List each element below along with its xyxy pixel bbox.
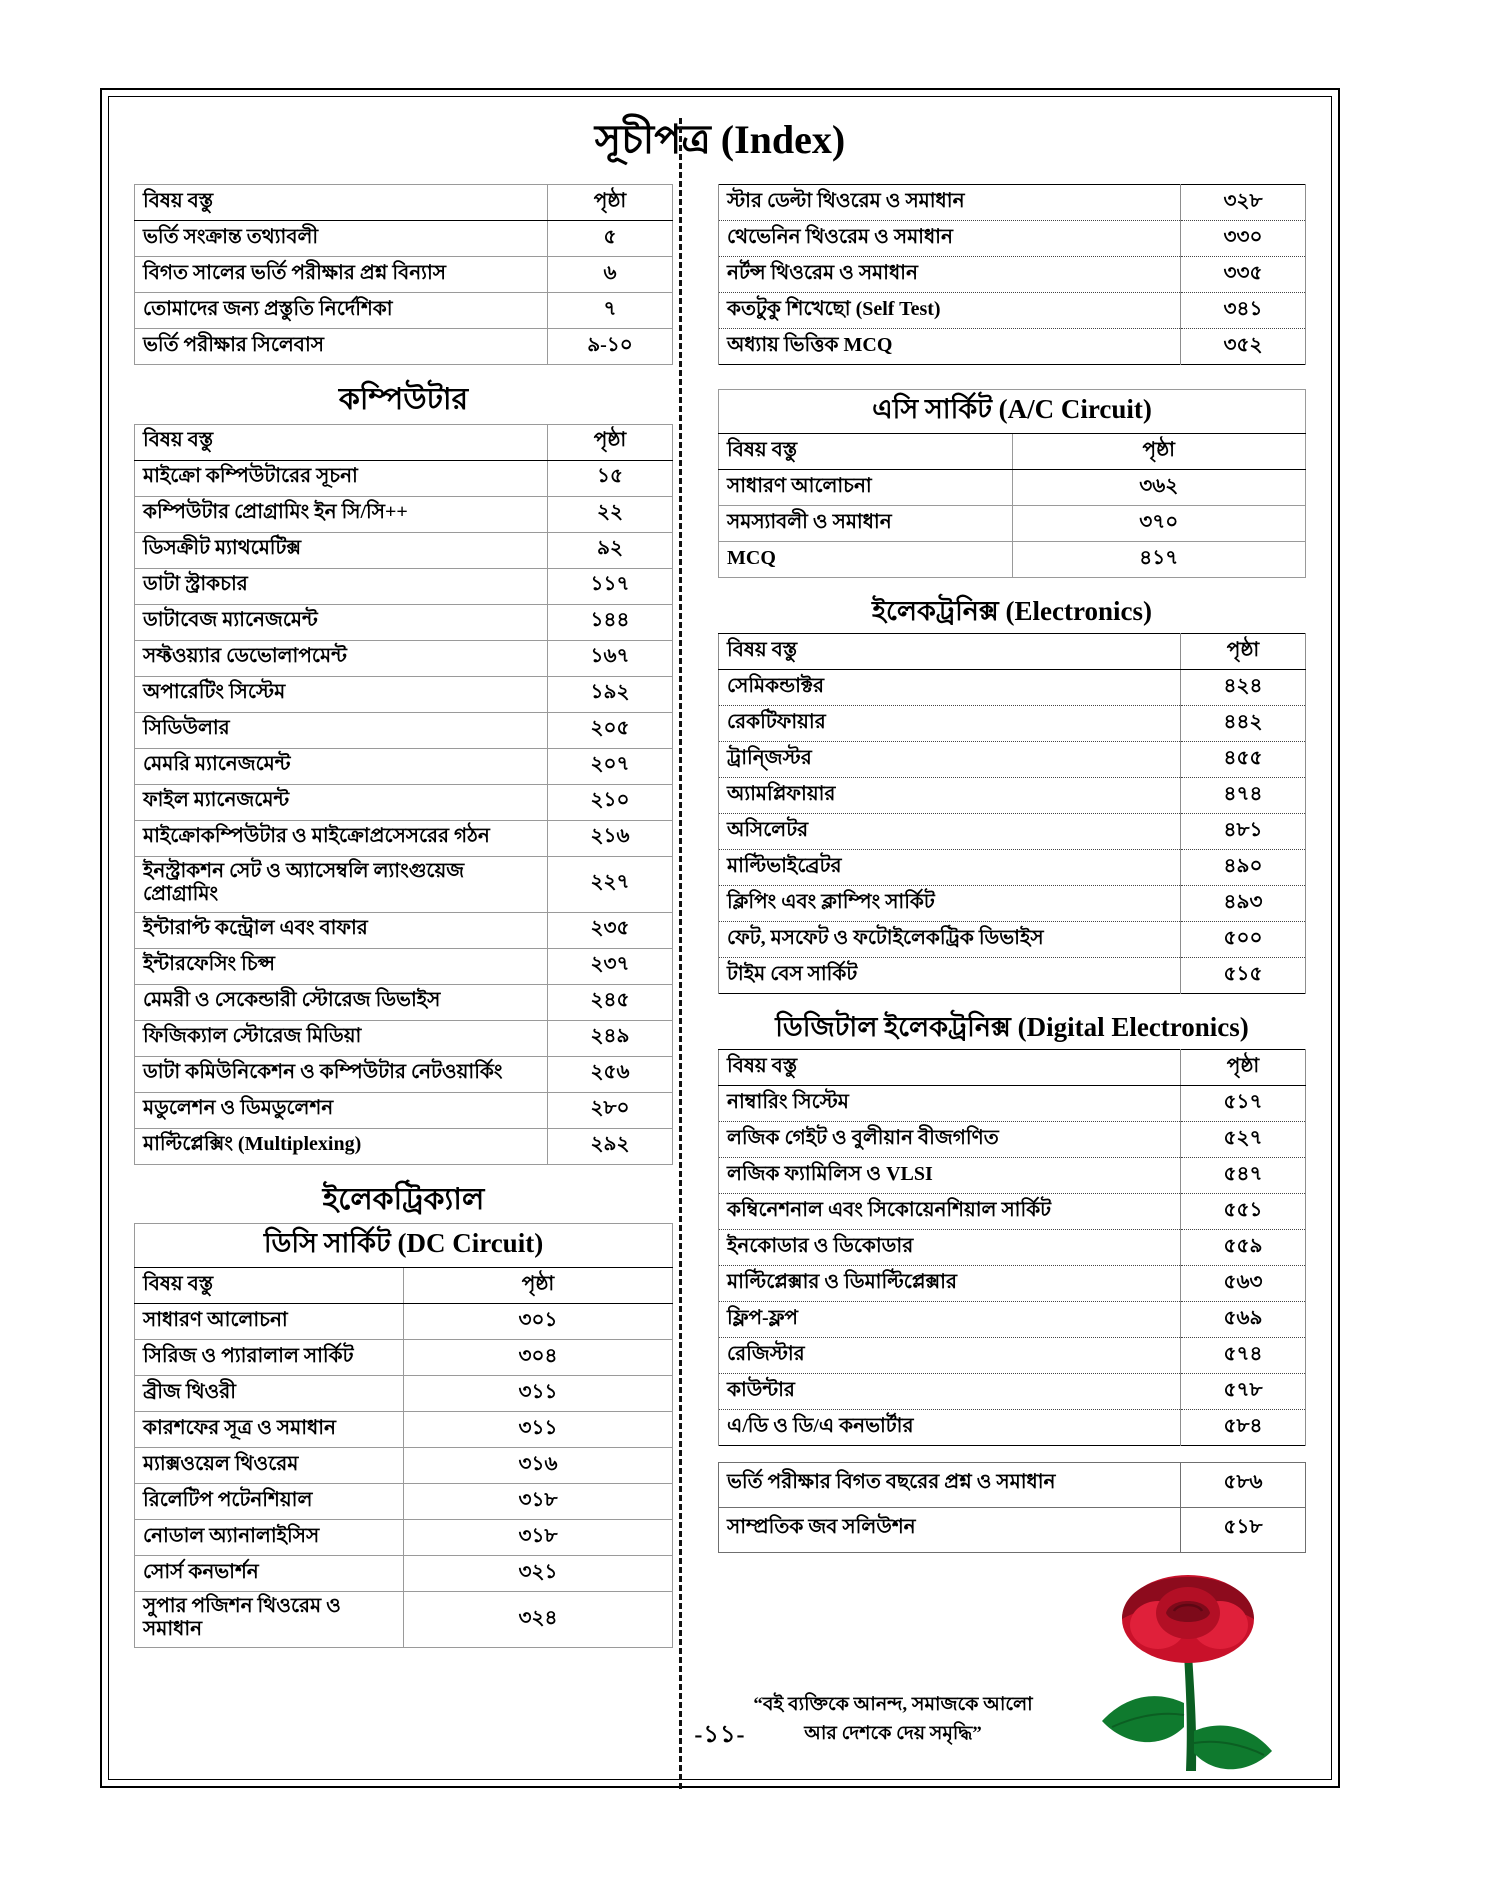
table-row (135, 1340, 673, 1376)
row-topic: কম্পিউটার প্রোগ্রামিং ইন সি/সি++ (135, 496, 548, 532)
row-topic: ফাইল ম্যানেজমেন্ট (135, 784, 548, 820)
row-page: ৫৭৪ (1181, 1338, 1306, 1374)
column-header-topic: বিষয় বস্তু (135, 185, 548, 221)
row-page: ৩০৪ (404, 1340, 673, 1376)
row-page: ৩১১ (404, 1376, 673, 1412)
row-page: ৩২৮ (1181, 185, 1306, 221)
row-page: ৩৪১ (1181, 293, 1306, 329)
table-row (719, 1463, 1306, 1508)
row-topic: অপারেটিং সিস্টেম (135, 676, 548, 712)
table-row (135, 820, 673, 856)
computer-table (134, 424, 673, 1165)
row-topic: মডুলেশন ও ডিমডুলেশন (135, 1092, 548, 1128)
row-page: ৫০০ (1181, 922, 1306, 958)
table-row (719, 257, 1306, 293)
ac-circuit-table (718, 389, 1306, 578)
table-row (135, 460, 673, 496)
table-row (719, 742, 1306, 778)
table-row (719, 1122, 1306, 1158)
row-page: ৫৬৩ (1181, 1266, 1306, 1302)
row-topic: নর্টন্স থিওরেম ও সমাধান (719, 257, 1181, 293)
table-row (135, 856, 673, 912)
table-row (719, 886, 1306, 922)
row-page: ৪৯৩ (1181, 886, 1306, 922)
row-topic: সুপার পজিশন থিওরেম ও সমাধান (135, 1592, 404, 1648)
row-topic: তোমাদের জন্য প্রস্তুতি নির্দেশিকা (135, 293, 548, 329)
row-topic: সেমিকন্ডাক্টর (719, 670, 1181, 706)
dc-continued-table-body (719, 185, 1306, 365)
row-page: ৪৪২ (1181, 706, 1306, 742)
page-number: -১১- (694, 1722, 746, 1748)
table-banner-row (135, 1224, 673, 1268)
table-row (135, 1484, 673, 1520)
row-page: ৩১৬ (404, 1448, 673, 1484)
row-topic: কাউন্টার (719, 1374, 1181, 1410)
table-row (135, 293, 673, 329)
row-topic: ফিজিক্যাল স্টোরেজ মিডিয়া (135, 1020, 548, 1056)
row-topic: ফেট, মসফেট ও ফটোইলেকট্রিক ডিভাইস (719, 922, 1181, 958)
row-topic: ডাটা কমিউনিকেশন ও কম্পিউটার নেটওয়ার্কিং (135, 1056, 548, 1092)
final-table-body (719, 1463, 1306, 1553)
row-page: ৫৫১ (1181, 1194, 1306, 1230)
column-header-topic: বিষয় বস্তু (135, 424, 548, 460)
table-row (719, 1338, 1306, 1374)
quote-and-illustration-zone (718, 1579, 1306, 1789)
row-topic: মেমরী ও সেকেন্ডারী স্টোরেজ ডিভাইস (135, 984, 548, 1020)
row-topic: MCQ (719, 542, 1013, 578)
final-table (718, 1462, 1306, 1553)
row-topic: মাল্টিপ্লেক্সিং (Multiplexing) (135, 1128, 548, 1164)
row-topic: সোর্স কনভার্শন (135, 1556, 404, 1592)
dc-circuit-table (134, 1223, 673, 1648)
column-header-topic: বিষয় বস্তু (719, 1050, 1181, 1086)
index-page-content (112, 96, 1328, 1780)
row-page: ২২৭ (548, 856, 673, 912)
row-topic: মাইক্রো কম্পিউটারের সূচনা (135, 460, 548, 496)
row-topic: ডিসক্রীট ম্যাথমেটিক্স (135, 532, 548, 568)
row-topic: কম্বিনেশনাল এবং সিকোয়েনশিয়াল সার্কিট (719, 1194, 1181, 1230)
row-topic: নাম্বারিং সিস্টেম (719, 1086, 1181, 1122)
table-row (719, 470, 1306, 506)
row-topic: অসিলেটর (719, 814, 1181, 850)
column-header-page: পৃষ্ঠা (548, 185, 673, 221)
row-page: ২২ (548, 496, 673, 532)
table-row (135, 496, 673, 532)
table-header-row (719, 434, 1306, 470)
table-row (135, 1020, 673, 1056)
row-page: ৫৮৪ (1181, 1410, 1306, 1446)
row-page: ৩২১ (404, 1556, 673, 1592)
row-topic: স্টার ডেল্টা থিওরেম ও সমাধান (719, 185, 1181, 221)
row-topic: রিলেটিপ পটেনশিয়াল (135, 1484, 404, 1520)
column-header-page: পৃষ্ঠা (1181, 1050, 1306, 1086)
row-topic: রেকটিফায়ার (719, 706, 1181, 742)
row-page: ৪১৭ (1012, 542, 1306, 578)
table-header-row (135, 1268, 673, 1304)
column-divider-dashed (679, 118, 712, 1789)
table-row (719, 850, 1306, 886)
row-page: ৪৮১ (1181, 814, 1306, 850)
row-topic: টাইম বেস সার্কিট (719, 958, 1181, 994)
row-topic: ব্রীজ থিওরী (135, 1376, 404, 1412)
table-row (719, 1266, 1306, 1302)
row-page: ৩০১ (404, 1304, 673, 1340)
table-row (719, 814, 1306, 850)
row-page: ৯২ (548, 532, 673, 568)
row-page: ৯-১০ (548, 329, 673, 365)
table-row (135, 640, 673, 676)
row-topic: সাধারণ আলোচনা (719, 470, 1013, 506)
column-header-topic: বিষয় বস্তু (719, 434, 1013, 470)
row-page: ৫১৮ (1181, 1508, 1306, 1553)
row-page: ৩৩৫ (1181, 257, 1306, 293)
digital-electronics-table-body (719, 1050, 1306, 1446)
table-row (135, 1448, 673, 1484)
row-topic: রেজিস্টার (719, 1338, 1181, 1374)
column-header-page: পৃষ্ঠা (404, 1268, 673, 1304)
row-page: ৫১৭ (1181, 1086, 1306, 1122)
table-header-row (135, 185, 673, 221)
row-page: ৩৩০ (1181, 221, 1306, 257)
dc-continued-table (718, 184, 1306, 365)
dc-circuit-table-body (135, 1224, 673, 1648)
row-page: ২৩৫ (548, 912, 673, 948)
table-row (135, 1056, 673, 1092)
table-row (719, 706, 1306, 742)
row-page: ৭ (548, 293, 673, 329)
row-page: ৬ (548, 257, 673, 293)
table-row (719, 329, 1306, 365)
row-topic: ডাটাবেজ ম্যানেজমেন্ট (135, 604, 548, 640)
row-page: ৪৫৫ (1181, 742, 1306, 778)
table-row (135, 1556, 673, 1592)
intro-table (134, 184, 673, 365)
row-topic: থেভেনিন থিওরেম ও সমাধান (719, 221, 1181, 257)
row-page: ৩৬২ (1012, 470, 1306, 506)
section-title-electrical: ইলেকট্রিক্যাল (322, 1182, 485, 1216)
row-topic: ভর্তি সংক্রান্ত তথ্যাবলী (135, 221, 548, 257)
table-row (719, 506, 1306, 542)
table-row (719, 1086, 1306, 1122)
table-row (135, 1520, 673, 1556)
book-quote-line-2: আর দেশকে দেয় সমৃদ্ধি” (804, 1722, 982, 1744)
table-row (719, 1194, 1306, 1230)
table-row (719, 1374, 1306, 1410)
row-page: ২০৫ (548, 712, 673, 748)
table-row (719, 670, 1306, 706)
table-row (719, 293, 1306, 329)
dc-circuit-banner: ডিসি সার্কিট (DC Circuit) (135, 1224, 673, 1268)
row-topic: বিগত সালের ভর্তি পরীক্ষার প্রশ্ন বিন্যাস (135, 257, 548, 293)
table-row (719, 1230, 1306, 1266)
table-row (135, 1412, 673, 1448)
column-header-page: পৃষ্ঠা (1012, 434, 1306, 470)
digital-electronics-table (718, 1049, 1306, 1446)
row-topic: মাল্টিভাইব্রেটর (719, 850, 1181, 886)
row-page: ২৮০ (548, 1092, 673, 1128)
row-topic: সিরিজ ও প্যারালাল সার্কিট (135, 1340, 404, 1376)
table-row (719, 542, 1306, 578)
row-topic: ক্লিপিং এবং ক্লাম্পিং সার্কিট (719, 886, 1181, 922)
row-topic: নোডাল অ্যানালাইসিস (135, 1520, 404, 1556)
row-page: ২১০ (548, 784, 673, 820)
row-page: ৩৫২ (1181, 329, 1306, 365)
column-header-page: পৃষ্ঠা (1181, 634, 1306, 670)
row-page: ২৩৭ (548, 948, 673, 984)
table-row (135, 257, 673, 293)
row-page: ৩২৪ (404, 1592, 673, 1648)
row-topic: এ/ডি ও ডি/এ কনভার্টার (719, 1410, 1181, 1446)
row-topic: ভর্তি পরীক্ষার বিগত বছরের প্রশ্ন ও সমাধান (719, 1463, 1181, 1508)
electronics-table (718, 633, 1306, 994)
electronics-table-body (719, 634, 1306, 994)
table-row (719, 1158, 1306, 1194)
table-row (135, 329, 673, 365)
table-row (719, 221, 1306, 257)
table-row (135, 1092, 673, 1128)
table-row (135, 1304, 673, 1340)
row-topic: লজিক ফ্যামিলিস ও VLSI (719, 1158, 1181, 1194)
table-row (135, 1376, 673, 1412)
row-page: ৫ (548, 221, 673, 257)
row-topic: অধ্যায় ভিত্তিক MCQ (719, 329, 1181, 365)
row-topic: ফ্লিপ-ফ্লপ (719, 1302, 1181, 1338)
table-row (719, 1410, 1306, 1446)
table-row (719, 1302, 1306, 1338)
row-page: ১৫ (548, 460, 673, 496)
section-title-digital-electronics: ডিজিটাল ইলেকট্রনিক্স (Digital Electronics) (775, 1012, 1249, 1043)
row-page: ১৬৭ (548, 640, 673, 676)
table-banner-row (719, 390, 1306, 434)
row-topic: অ্যামপ্লিফায়ার (719, 778, 1181, 814)
intro-table-body (135, 185, 673, 365)
row-topic: সফ্টওয়্যার ডেভোলাপমেন্ট (135, 640, 548, 676)
row-page: ৫৭৮ (1181, 1374, 1306, 1410)
row-topic: ইনকোডার ও ডিকোডার (719, 1230, 1181, 1266)
row-page: ৩১৮ (404, 1520, 673, 1556)
row-page: ৫২৭ (1181, 1122, 1306, 1158)
row-topic: ভর্তি পরীক্ষার সিলেবাস (135, 329, 548, 365)
row-topic: কতটুকু শিখেছো (Self Test) (719, 293, 1181, 329)
row-page: ৪৯০ (1181, 850, 1306, 886)
row-page: ৪৭৪ (1181, 778, 1306, 814)
page-title: সূচীপত্র (Index) (594, 117, 846, 162)
row-page: ২৪৯ (548, 1020, 673, 1056)
two-column-layout (134, 184, 1306, 1789)
row-topic: সাধারণ আলোচনা (135, 1304, 404, 1340)
row-page: ৩১১ (404, 1412, 673, 1448)
table-row (719, 922, 1306, 958)
table-row (719, 185, 1306, 221)
table-row (135, 604, 673, 640)
row-page: ৫৫৯ (1181, 1230, 1306, 1266)
table-row (135, 948, 673, 984)
row-page: ৫১৫ (1181, 958, 1306, 994)
row-page: ২৪৫ (548, 984, 673, 1020)
row-topic: মেমরি ম্যানেজমেন্ট (135, 748, 548, 784)
book-quote-line-1: “বই ব্যক্তিকে আনন্দ, সমাজকে আলো (753, 1694, 1033, 1716)
row-topic: ডাটা স্ট্রাকচার (135, 568, 548, 604)
table-row (719, 1508, 1306, 1553)
table-header-row (719, 1050, 1306, 1086)
row-page: ৫৬৯ (1181, 1302, 1306, 1338)
table-header-row (719, 634, 1306, 670)
section-title-electronics: ইলেকট্রনিক্স (Electronics) (872, 596, 1152, 627)
table-header-row (135, 424, 673, 460)
row-topic: ইনস্ট্রাকশন সেট ও অ্যাসেম্বলি ল্যাংগুয়েজ প্রোগ্রামিং (135, 856, 548, 912)
table-row (135, 1128, 673, 1164)
ac-circuit-banner: এসি সার্কিট (A/C Circuit) (719, 390, 1306, 434)
row-page: ১৪৪ (548, 604, 673, 640)
table-row (135, 568, 673, 604)
row-page: ৪২৪ (1181, 670, 1306, 706)
table-row (135, 221, 673, 257)
ac-circuit-table-body (719, 390, 1306, 578)
row-page: ৫৮৬ (1181, 1463, 1306, 1508)
row-topic: ইন্টারাপ্ট কন্ট্রোল এবং বাফার (135, 912, 548, 948)
row-page: ১৯২ (548, 676, 673, 712)
row-topic: কারশফের সূত্র ও সমাধান (135, 1412, 404, 1448)
column-header-page: পৃষ্ঠা (548, 424, 673, 460)
row-topic: মাল্টিপ্লেক্সার ও ডিমাল্টিপ্লেক্সার (719, 1266, 1181, 1302)
table-row (135, 532, 673, 568)
row-page: ৩১৮ (404, 1484, 673, 1520)
row-page: ২৫৬ (548, 1056, 673, 1092)
computer-table-body (135, 424, 673, 1164)
row-topic: সাম্প্রতিক জব সলিউশন (719, 1508, 1181, 1553)
table-row (135, 748, 673, 784)
row-topic: লজিক গেইট ও বুলীয়ান বীজগণিত (719, 1122, 1181, 1158)
column-header-topic: বিষয় বস্তু (135, 1268, 404, 1304)
row-topic: সমস্যাবলী ও সমাধান (719, 506, 1013, 542)
row-topic: সিডিউলার (135, 712, 548, 748)
row-page: ২৯২ (548, 1128, 673, 1164)
row-page: ৩৭০ (1012, 506, 1306, 542)
row-page: ৫৪৭ (1181, 1158, 1306, 1194)
table-row (135, 1592, 673, 1648)
table-row (135, 784, 673, 820)
table-row (135, 712, 673, 748)
row-page: ২১৬ (548, 820, 673, 856)
right-column (712, 184, 1306, 1789)
row-topic: মাইক্রোকম্পিউটার ও মাইক্রোপ্রসেসরের গঠন (135, 820, 548, 856)
left-column (134, 184, 679, 1652)
row-topic: ম্যাক্সওয়েল থিওরেম (135, 1448, 404, 1484)
table-row (135, 676, 673, 712)
row-page: ১১৭ (548, 568, 673, 604)
table-row (135, 912, 673, 948)
row-page: ২০৭ (548, 748, 673, 784)
table-row (719, 778, 1306, 814)
row-topic: ইন্টারফেসিং চিপ্স (135, 948, 548, 984)
column-header-topic: বিষয় বস্তু (719, 634, 1181, 670)
row-topic: ট্রান্জিস্টর (719, 742, 1181, 778)
section-title-computer: কম্পিউটার (338, 383, 469, 416)
table-row (719, 958, 1306, 994)
table-row (135, 984, 673, 1020)
